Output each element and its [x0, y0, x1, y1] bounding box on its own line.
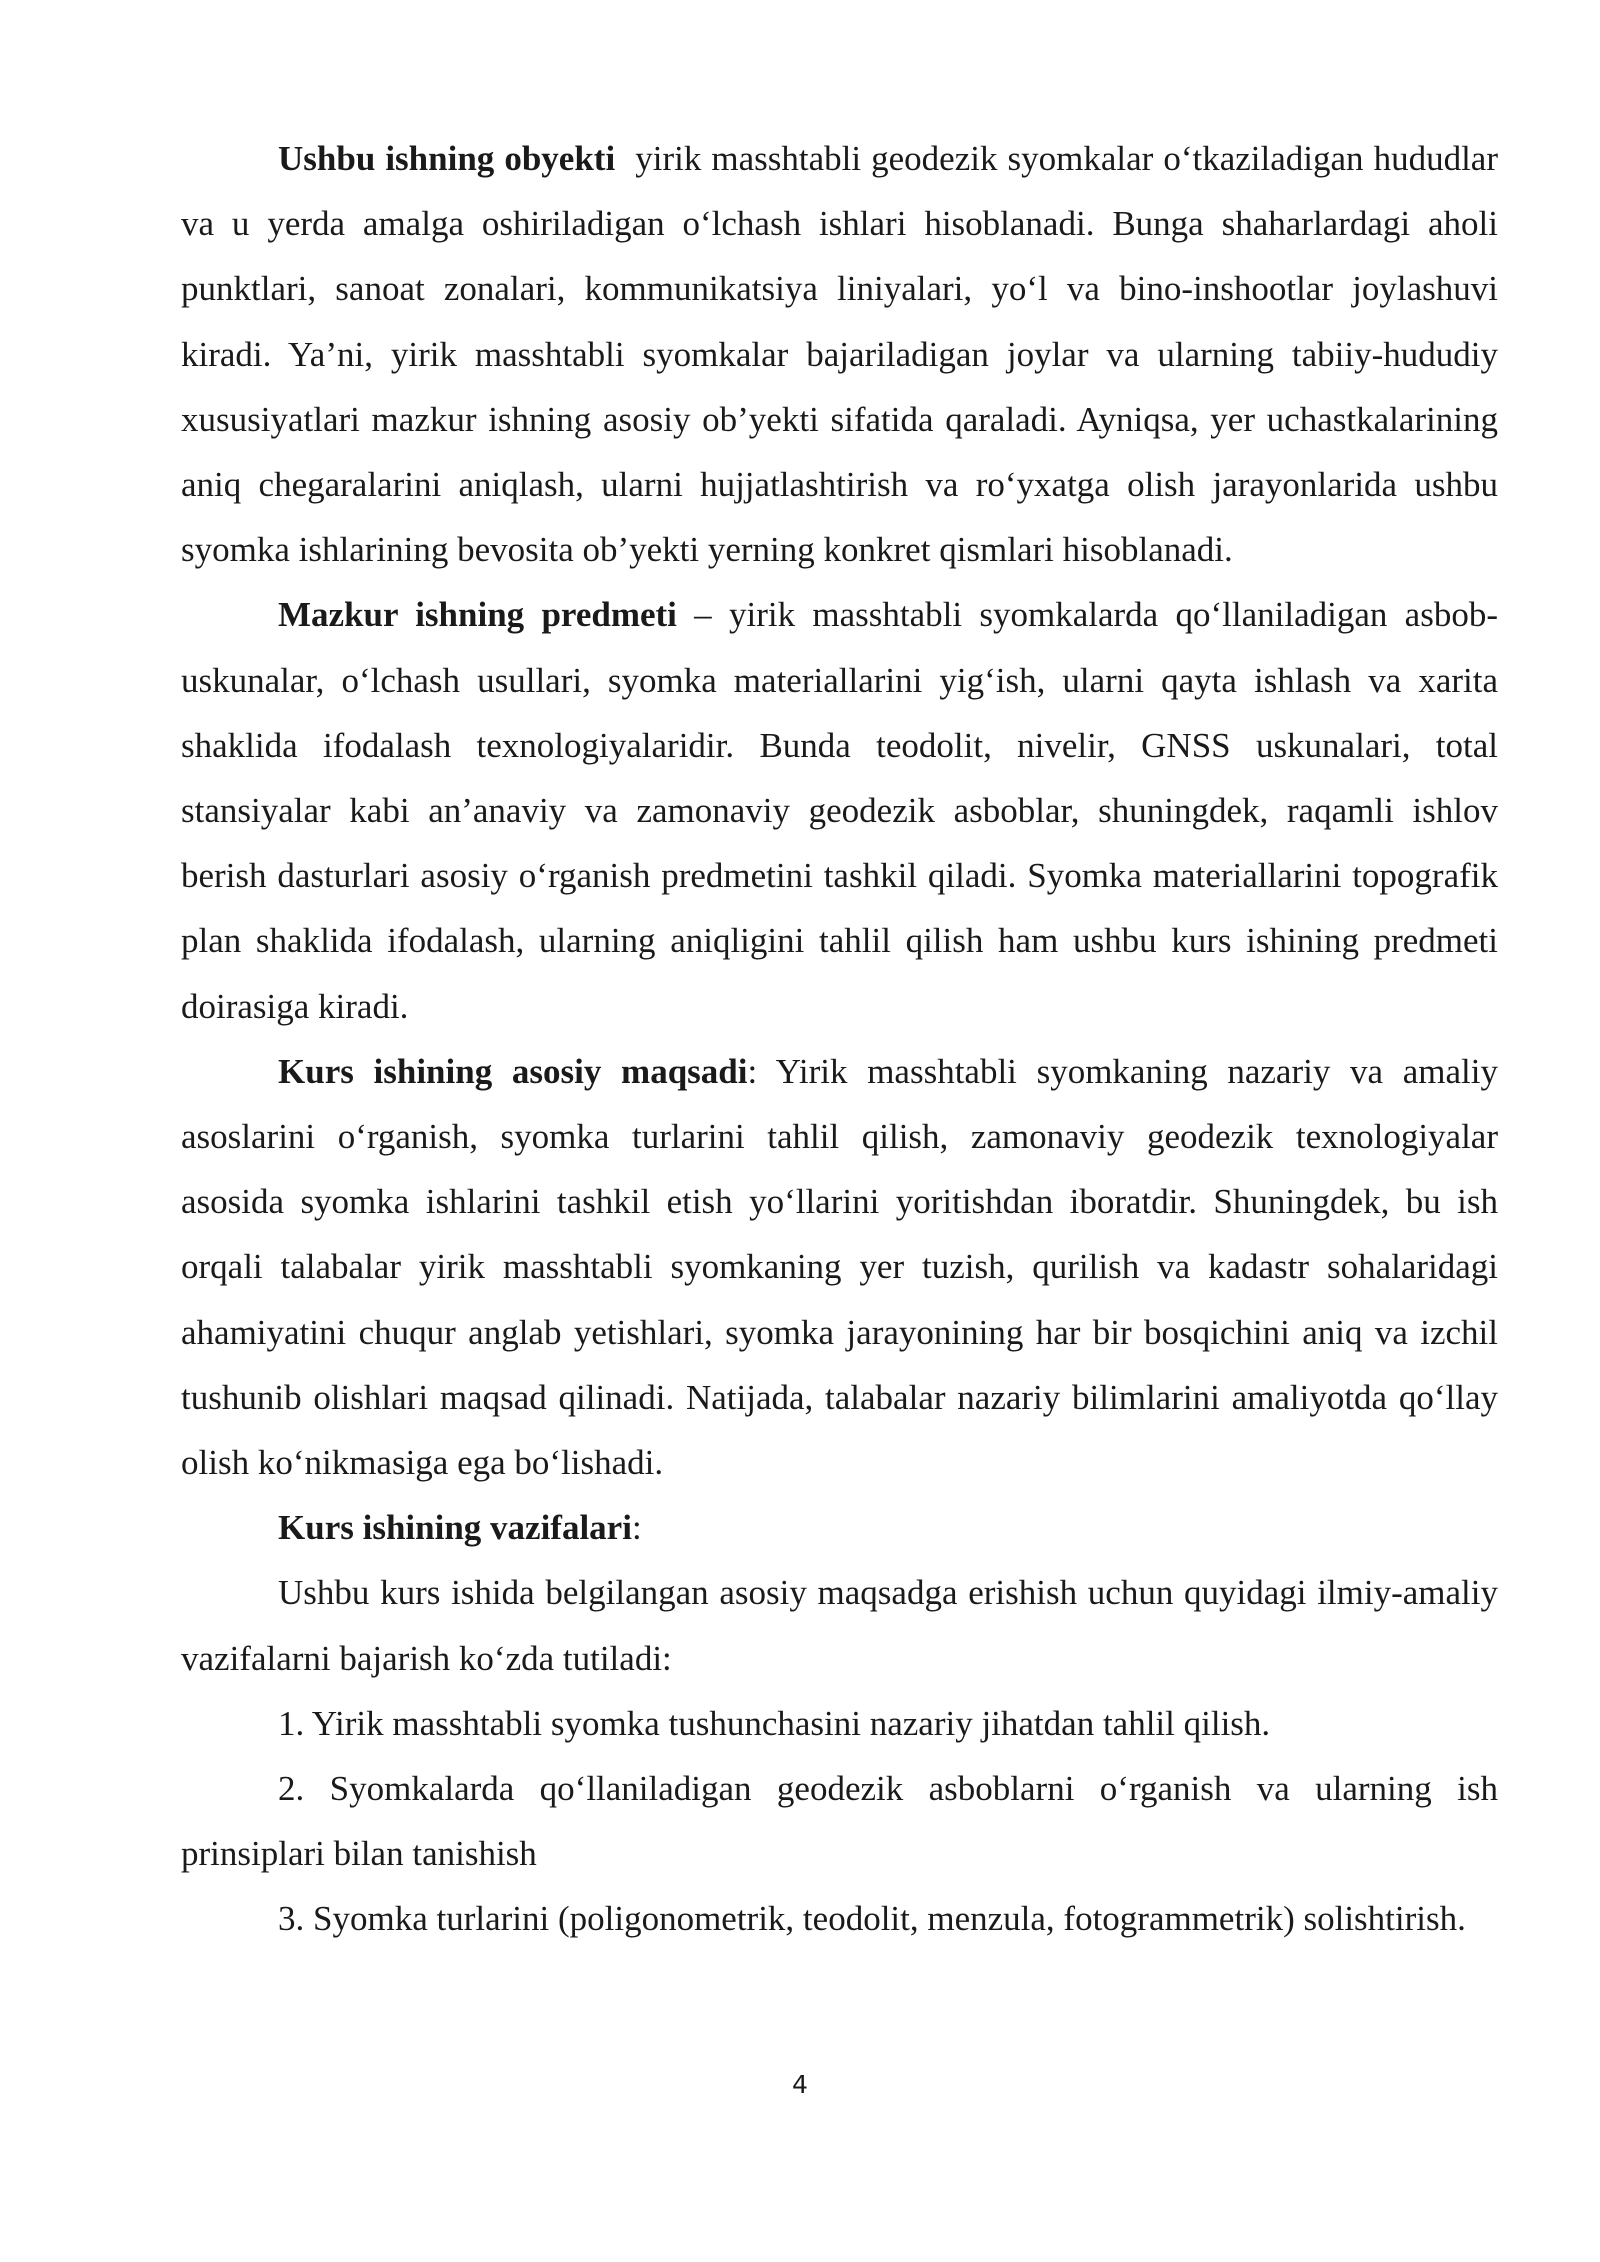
list-item-task-1-text: 1. Yirik masshtabli syomka tushunchasini nazariy jihatdan tahlil qilish. — [278, 1703, 1271, 1743]
list-item-task-2 — [181, 1756, 1498, 1886]
paragraph-object-text: yirik masshtabli geodezik syomkalar o‘tkaziladigan hududlar va u yerda amalga oshiriladigan o‘lchash ishlari hisoblanadi. Bunga shaharlardagi aholi punktlari, sanoat zonalari, kommunikatsiya liniyalari, yo‘l va bino-inshootlar joylashuvi kiradi. Ya’ni, yirik masshtabli syomkalar bajariladigan joylar va ularning tabiiy-hududiy xususiyatlari mazkur ishning asosiy ob’yekti sifatida qaraladi. Ayniqsa, yer uchastkalarining aniq chegaralarini aniqlash, ularni hujjatlashtirish va ro‘yxatga olish jarayonlarida ushbu syomka ishlarining bevosita ob’yekti yerning konkret qismlari hisoblanadi. — [181, 139, 1507, 570]
paragraph-goal — [181, 1039, 1498, 1495]
paragraph-tasks-intro-text: Ushbu kurs ishida belgilangan asosiy maqsadga erishish uchun quyidagi ilmiy-amaliy vazifalarni bajarish ko‘zda tutiladi: — [181, 1573, 1498, 1678]
paragraph-goal-lead: Kurs ishining asosiy maqsadi — [278, 1051, 748, 1091]
paragraph-object-lead: Ushbu ishning obyekti — [278, 139, 616, 178]
paragraph-tasks-intro — [181, 1560, 1498, 1690]
page-number: 4 — [792, 2070, 808, 2099]
paragraph-subject-lead: Mazkur ishning predmeti — [278, 595, 677, 635]
paragraph-goal-text: : Yirik masshtabli syomkaning nazariy va amaliy asoslarini o‘rganish, syomka turlarini tahlil qilish, zamonaviy geodezik texnologiyalar asosida syomka ishlarini tashkil etish yo‘llarini yoritishdan iboratdir. Shuningdek, bu ish orqali talabalar yirik masshtabli syomkaning yer tuzish, qurilish va kadastr sohalaridagi ahamiyatini chuqur anglab yetishlari, syomka jarayonining har bir bosqichini aniq va izchil tushunib olishlari maqsad qilinadi. Natijada, talabalar nazariy bilimlarini amaliyotda qo‘llay olish ko‘nikmasiga ega bo‘lishadi. — [181, 1051, 1498, 1483]
list-item-task-1 — [181, 1691, 1498, 1756]
paragraph-tasks-heading-text: : — [631, 1508, 642, 1548]
list-item-task-3-text: 3. Syomka turlarini (poligonometrik, teodolit, menzula, fotogrammetrik) solishtirish. — [278, 1899, 1466, 1939]
paragraph-tasks-heading-lead: Kurs ishining vazifalari — [278, 1508, 632, 1548]
list-item-task-3 — [181, 1886, 1498, 1951]
paragraph-subject — [181, 582, 1498, 1038]
paragraph-object — [181, 126, 1507, 582]
paragraph-subject-text: – yirik masshtabli syomkalarda qo‘llaniladigan asbob-uskunalar, o‘lchash usullari, syomka materiallarini yig‘ish, ularni qayta ishlash va xarita shaklida ifodalash texnologiyalaridir. Bunda teodolit, nivelir, GNSS uskunalari, total stansiyalar kabi an’anaviy va zamonaviy geodezik asboblar, shuningdek, raqamli ishlov berish dasturlari asosiy o‘rganish predmetini tashkil qiladi. Syomka materiallarini topografik plan shaklida ifodalash, ularning aniqligini tahlil qilish ham ushbu kurs ishining predmeti doirasiga kiradi. — [181, 595, 1498, 1026]
list-item-task-2-text: 2. Syomkalarda qo‘llaniladigan geodezik asboblarni o‘rganish va ularning ish prinsiplari bilan tanishish — [181, 1769, 1498, 1874]
paragraph-tasks-heading — [181, 1495, 1498, 1560]
document-body — [181, 126, 1507, 1952]
